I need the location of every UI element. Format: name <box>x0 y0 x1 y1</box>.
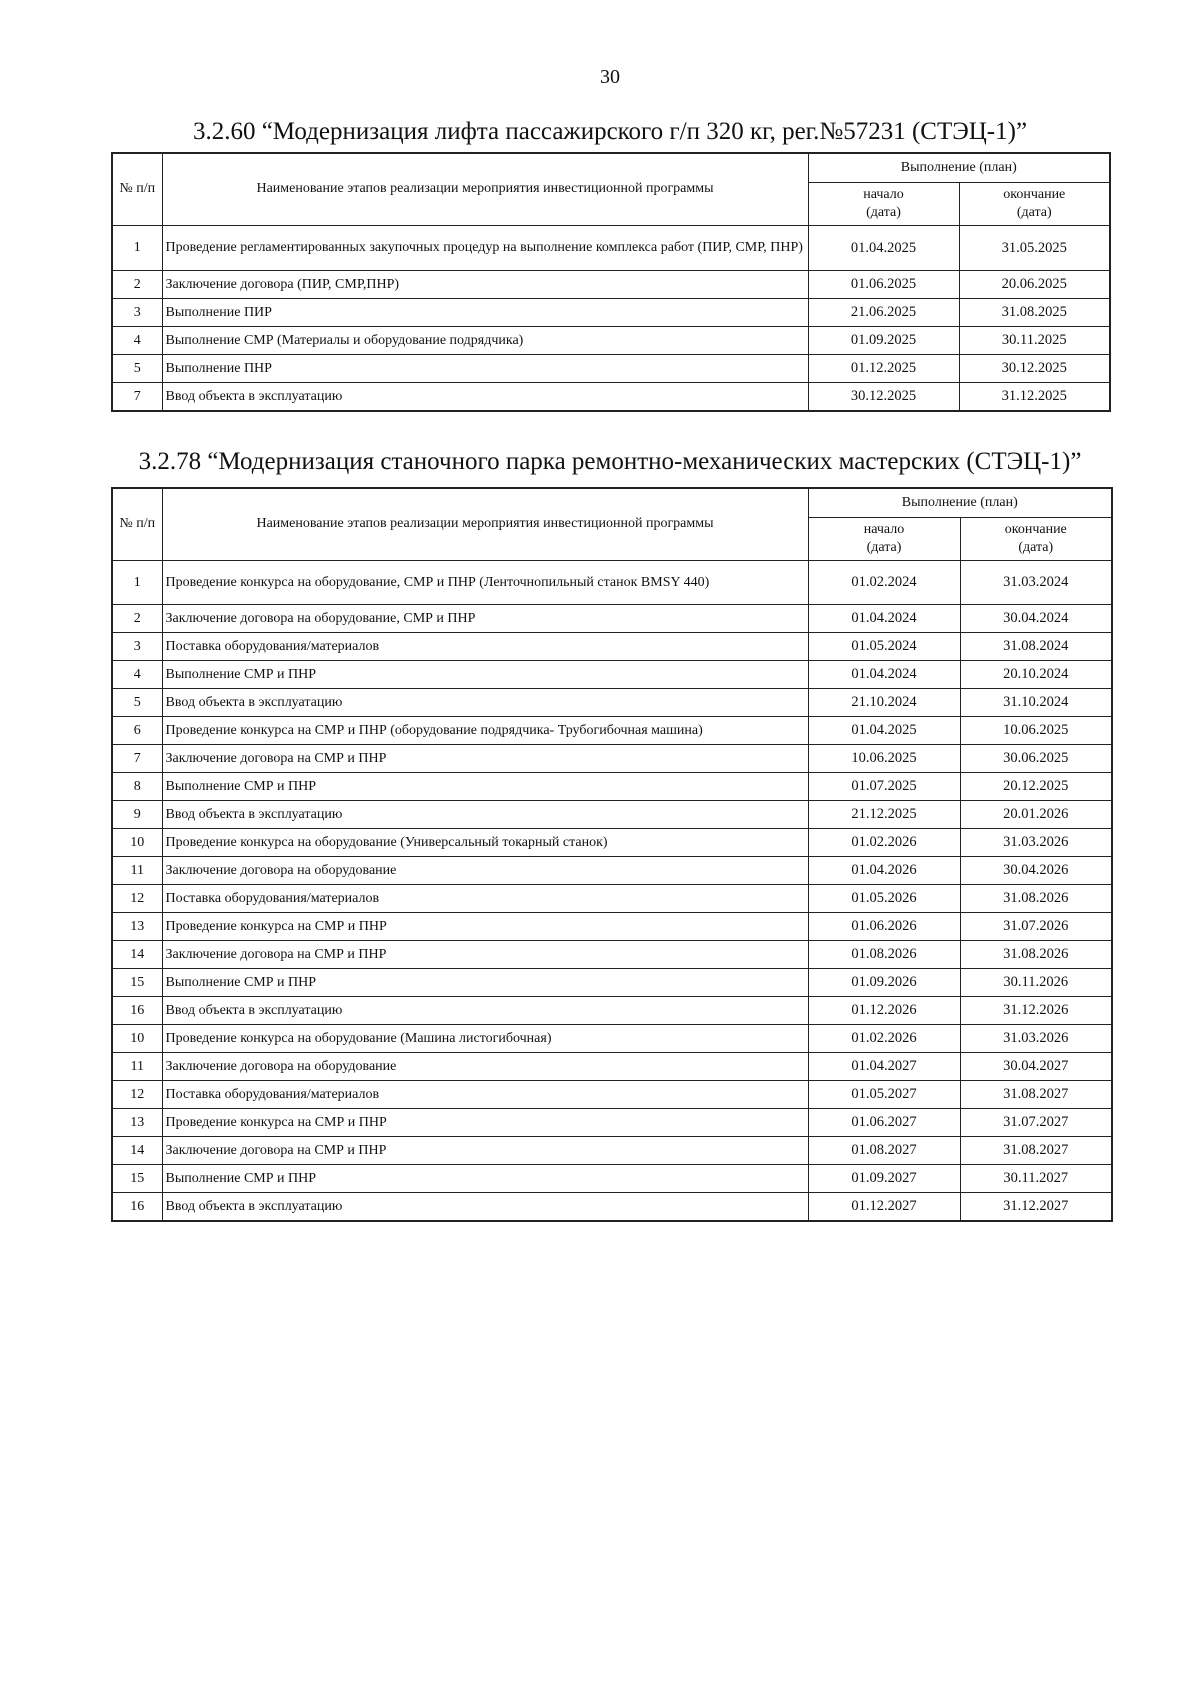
row-start-date: 01.05.2026 <box>808 885 960 913</box>
table-row <box>112 689 1112 717</box>
row-name: Проведение конкурса на СМР и ПНР <box>162 913 808 941</box>
table-row <box>112 913 1112 941</box>
table-row <box>112 1193 1112 1222</box>
row-start-date: 01.09.2027 <box>808 1165 960 1193</box>
row-name: Проведение конкурса на оборудование (Машина листогибочная) <box>162 1025 808 1053</box>
row-num: 2 <box>112 271 162 299</box>
row-num: 12 <box>112 885 162 913</box>
row-start-date: 01.02.2026 <box>808 829 960 857</box>
row-num: 14 <box>112 941 162 969</box>
row-num: 1 <box>112 561 162 605</box>
row-end-date: 31.12.2026 <box>960 997 1112 1025</box>
table-body <box>112 226 1110 412</box>
row-num: 16 <box>112 997 162 1025</box>
row-start-date: 01.06.2025 <box>808 271 959 299</box>
table-row <box>112 801 1112 829</box>
row-name: Поставка оборудования/материалов <box>162 633 808 661</box>
section-title-3-2-78: 3.2.78 “Модернизация станочного парка ремонтно-механических мастерских (СТЭЦ-1)” <box>138 448 1082 475</box>
table-row <box>112 969 1112 997</box>
row-num: 1 <box>112 226 162 271</box>
row-num: 15 <box>112 969 162 997</box>
row-name: Проведение конкурса на оборудование (Универсальный токарный станок) <box>162 829 808 857</box>
header-end: окончание (дата) <box>959 183 1110 226</box>
table-row <box>112 1053 1112 1081</box>
row-end-date: 30.04.2026 <box>960 857 1112 885</box>
row-end-date: 10.06.2025 <box>960 717 1112 745</box>
row-name: Проведение регламентированных закупочных процедур на выполнение комплекса работ (ПИР, СМР, ПНР) <box>162 226 808 271</box>
table-row <box>112 633 1112 661</box>
row-name: Ввод объекта в эксплуатацию <box>162 801 808 829</box>
row-end-date: 30.04.2024 <box>960 605 1112 633</box>
row-start-date: 01.04.2024 <box>808 661 960 689</box>
row-name: Ввод объекта в эксплуатацию <box>162 383 808 412</box>
row-num: 10 <box>112 1025 162 1053</box>
row-start-date: 10.06.2025 <box>808 745 960 773</box>
table-row <box>112 561 1112 605</box>
header-start: начало (дата) <box>808 183 959 226</box>
table-row <box>112 773 1112 801</box>
table-row <box>112 1081 1112 1109</box>
row-num: 4 <box>112 327 162 355</box>
row-start-date: 01.04.2025 <box>808 226 959 271</box>
header-start: начало (дата) <box>808 518 960 561</box>
row-start-date: 01.04.2025 <box>808 717 960 745</box>
table-row <box>112 717 1112 745</box>
row-start-date: 30.12.2025 <box>808 383 959 412</box>
row-num: 5 <box>112 355 162 383</box>
row-start-date: 21.12.2025 <box>808 801 960 829</box>
row-end-date: 20.06.2025 <box>959 271 1110 299</box>
table-row <box>112 355 1110 383</box>
row-name: Заключение договора на оборудование, СМР и ПНР <box>162 605 808 633</box>
table-row <box>112 299 1110 327</box>
row-name: Выполнение ПИР <box>162 299 808 327</box>
row-end-date: 31.08.2025 <box>959 299 1110 327</box>
row-end-date: 30.11.2027 <box>960 1165 1112 1193</box>
row-end-date: 20.01.2026 <box>960 801 1112 829</box>
row-name: Выполнение СМР (Материалы и оборудование подрядчика) <box>162 327 808 355</box>
row-name: Заключение договора на СМР и ПНР <box>162 1137 808 1165</box>
table-row <box>112 1109 1112 1137</box>
table-row <box>112 857 1112 885</box>
header-plan: Выполнение (план) <box>808 488 1112 518</box>
row-start-date: 01.02.2026 <box>808 1025 960 1053</box>
row-end-date: 31.10.2024 <box>960 689 1112 717</box>
table-row <box>112 1137 1112 1165</box>
row-start-date: 01.06.2026 <box>808 913 960 941</box>
row-num: 6 <box>112 717 162 745</box>
row-end-date: 31.07.2027 <box>960 1109 1112 1137</box>
row-num: 10 <box>112 829 162 857</box>
table-row <box>112 745 1112 773</box>
row-num: 7 <box>112 745 162 773</box>
row-name: Заключение договора на оборудование <box>162 1053 808 1081</box>
row-end-date: 31.08.2026 <box>960 941 1112 969</box>
row-start-date: 01.12.2026 <box>808 997 960 1025</box>
row-end-date: 30.11.2026 <box>960 969 1112 997</box>
row-num: 8 <box>112 773 162 801</box>
row-num: 11 <box>112 857 162 885</box>
table-row <box>112 661 1112 689</box>
table-row <box>112 997 1112 1025</box>
row-end-date: 31.08.2026 <box>960 885 1112 913</box>
row-start-date: 01.06.2027 <box>808 1109 960 1137</box>
row-num: 14 <box>112 1137 162 1165</box>
row-num: 13 <box>112 913 162 941</box>
row-end-date: 30.11.2025 <box>959 327 1110 355</box>
row-start-date: 01.08.2026 <box>808 941 960 969</box>
row-num: 16 <box>112 1193 162 1222</box>
row-end-date: 31.08.2027 <box>960 1081 1112 1109</box>
row-start-date: 01.08.2027 <box>808 1137 960 1165</box>
row-num: 5 <box>112 689 162 717</box>
row-end-date: 30.04.2027 <box>960 1053 1112 1081</box>
row-start-date: 21.06.2025 <box>808 299 959 327</box>
row-end-date: 20.10.2024 <box>960 661 1112 689</box>
row-start-date: 21.10.2024 <box>808 689 960 717</box>
row-name: Заключение договора на СМР и ПНР <box>162 941 808 969</box>
header-name: Наименование этапов реализации мероприятия инвестиционной программы <box>162 488 808 561</box>
row-name: Выполнение СМР и ПНР <box>162 661 808 689</box>
row-name: Выполнение ПНР <box>162 355 808 383</box>
schedule-table-3-2-78 <box>111 487 1113 1222</box>
row-start-date: 01.12.2025 <box>808 355 959 383</box>
section-title-3-2-60: 3.2.60 “Модернизация лифта пассажирского г/п 320 кг, рег.№57231 (СТЭЦ-1)” <box>192 118 1028 145</box>
row-start-date: 01.02.2024 <box>808 561 960 605</box>
row-name: Ввод объекта в эксплуатацию <box>162 689 808 717</box>
row-start-date: 01.05.2024 <box>808 633 960 661</box>
row-end-date: 31.08.2024 <box>960 633 1112 661</box>
page-number: 30 <box>600 66 620 88</box>
row-num: 4 <box>112 661 162 689</box>
table-row <box>112 327 1110 355</box>
row-num: 11 <box>112 1053 162 1081</box>
schedule-table-3-2-60 <box>111 152 1111 412</box>
table-row <box>112 226 1110 271</box>
row-start-date: 01.04.2026 <box>808 857 960 885</box>
row-num: 3 <box>112 299 162 327</box>
row-start-date: 01.05.2027 <box>808 1081 960 1109</box>
row-name: Проведение конкурса на СМР и ПНР <box>162 1109 808 1137</box>
table-body <box>112 561 1112 1222</box>
row-name: Заключение договора (ПИР, СМР,ПНР) <box>162 271 808 299</box>
header-plan: Выполнение (план) <box>808 153 1110 183</box>
row-start-date: 01.04.2027 <box>808 1053 960 1081</box>
row-end-date: 30.06.2025 <box>960 745 1112 773</box>
row-end-date: 31.08.2027 <box>960 1137 1112 1165</box>
row-end-date: 31.12.2025 <box>959 383 1110 412</box>
row-name: Проведение конкурса на оборудование, СМР и ПНР (Ленточнопильный станок BMSY 440) <box>162 561 808 605</box>
row-num: 7 <box>112 383 162 412</box>
row-end-date: 31.03.2026 <box>960 1025 1112 1053</box>
row-name: Ввод объекта в эксплуатацию <box>162 1193 808 1222</box>
row-name: Заключение договора на СМР и ПНР <box>162 745 808 773</box>
table-row <box>112 885 1112 913</box>
row-start-date: 01.12.2027 <box>808 1193 960 1222</box>
row-end-date: 31.03.2026 <box>960 829 1112 857</box>
row-start-date: 01.09.2026 <box>808 969 960 997</box>
row-name: Выполнение СМР и ПНР <box>162 1165 808 1193</box>
table-row <box>112 605 1112 633</box>
row-start-date: 01.09.2025 <box>808 327 959 355</box>
table-row <box>112 271 1110 299</box>
header-num: № п/п <box>112 488 162 561</box>
row-start-date: 01.04.2024 <box>808 605 960 633</box>
table-row <box>112 1165 1112 1193</box>
header-end: окончание (дата) <box>960 518 1112 561</box>
row-start-date: 01.07.2025 <box>808 773 960 801</box>
table-row <box>112 941 1112 969</box>
row-num: 13 <box>112 1109 162 1137</box>
row-name: Проведение конкурса на СМР и ПНР (оборудование подрядчика- Трубогибочная машина) <box>162 717 808 745</box>
row-end-date: 30.12.2025 <box>959 355 1110 383</box>
table-row <box>112 1025 1112 1053</box>
table-row <box>112 829 1112 857</box>
row-name: Ввод объекта в эксплуатацию <box>162 997 808 1025</box>
row-end-date: 31.07.2026 <box>960 913 1112 941</box>
row-end-date: 20.12.2025 <box>960 773 1112 801</box>
row-end-date: 31.05.2025 <box>959 226 1110 271</box>
row-num: 3 <box>112 633 162 661</box>
row-num: 2 <box>112 605 162 633</box>
header-num: № п/п <box>112 153 162 226</box>
table-row <box>112 383 1110 412</box>
row-num: 12 <box>112 1081 162 1109</box>
row-end-date: 31.03.2024 <box>960 561 1112 605</box>
row-name: Поставка оборудования/материалов <box>162 1081 808 1109</box>
row-num: 15 <box>112 1165 162 1193</box>
row-name: Заключение договора на оборудование <box>162 857 808 885</box>
header-name: Наименование этапов реализации мероприятия инвестиционной программы <box>162 153 808 226</box>
row-name: Выполнение СМР и ПНР <box>162 773 808 801</box>
row-name: Выполнение СМР и ПНР <box>162 969 808 997</box>
row-num: 9 <box>112 801 162 829</box>
row-name: Поставка оборудования/материалов <box>162 885 808 913</box>
row-end-date: 31.12.2027 <box>960 1193 1112 1222</box>
